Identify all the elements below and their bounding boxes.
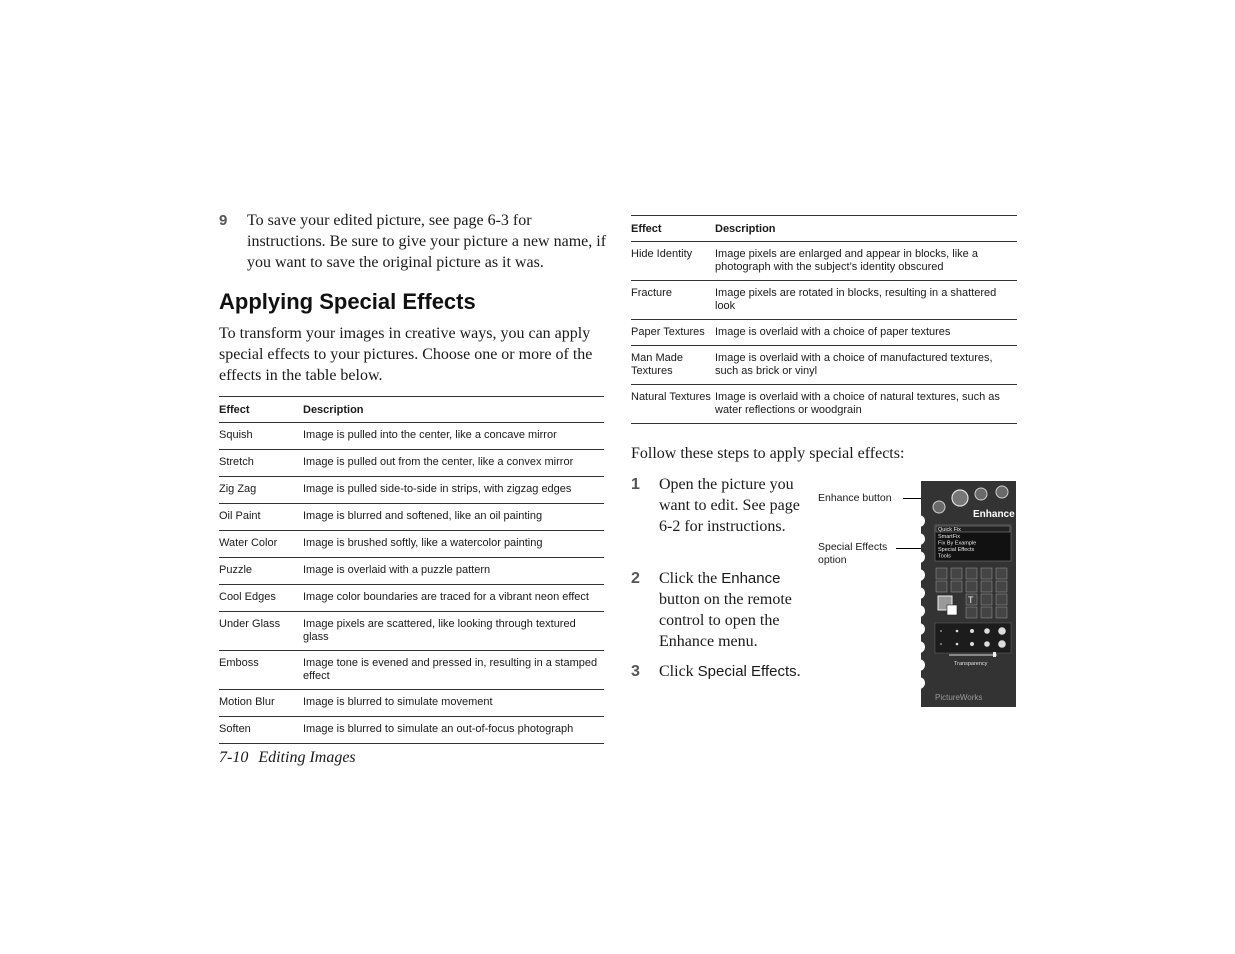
effect-description-cell: Image is overlaid with a choice of paper textures: [715, 326, 951, 338]
table-header-row: [219, 397, 604, 423]
effect-name-cell: Puzzle: [219, 564, 253, 576]
effect-description-cell: Image is pulled into the center, like a concave mirror: [303, 429, 557, 441]
effect-name-cell: Cool Edges: [219, 591, 276, 603]
ui-term-special-effects: Special Effects: [697, 663, 797, 680]
settings-gear-icon[interactable]: [996, 486, 1008, 498]
table-row: [219, 477, 604, 504]
step-text-post: button on the remote control to open the Enhance menu.: [659, 591, 792, 650]
description-column-header: Description: [303, 403, 364, 416]
page-number: 7-10: [219, 749, 249, 766]
effect-description-cell: Image is pulled side-to-side in strips, with zigzag edges: [303, 483, 572, 495]
effect-description-cell: Image is overlaid with a choice of natural textures, such as water reflections or woodgrain: [715, 391, 1000, 416]
table-row: [631, 320, 1017, 346]
table-row: [219, 612, 604, 651]
ui-term-enhance: Enhance: [721, 570, 781, 587]
transparency-label: Transparency: [954, 661, 988, 667]
effect-name-cell: Man Made Textures: [631, 352, 683, 377]
effects-table-2: [631, 215, 1017, 424]
table-row: [219, 423, 604, 450]
table-header-row: [631, 216, 1017, 242]
effect-description-cell: Image is blurred and softened, like an oil painting: [303, 510, 543, 522]
menu-item-smartfix[interactable]: SmartFix: [938, 534, 960, 540]
table-row: [631, 281, 1017, 320]
step-1: [631, 474, 806, 537]
step-number: 1: [631, 476, 640, 493]
effect-description-cell: Image is blurred to simulate movement: [303, 696, 493, 708]
step-text-post: .: [796, 663, 801, 680]
effect-name-cell: Natural Textures: [631, 391, 711, 403]
remote-title: Enhance: [973, 509, 1015, 520]
effect-description-cell: Image color boundaries are traced for a vibrant neon effect: [303, 591, 589, 603]
effect-name-cell: Emboss: [219, 657, 259, 669]
effect-name-cell: Zig Zag: [219, 483, 257, 495]
step-number: 2: [631, 570, 640, 587]
chapter-title: Editing Images: [258, 749, 356, 766]
effect-name-cell: Oil Paint: [219, 510, 261, 522]
effect-name-cell: Squish: [219, 429, 253, 441]
step-text: Open the picture you want to edit. See page 6-2 for instructions.: [659, 476, 800, 535]
transparency-slider-handle[interactable]: [993, 652, 996, 657]
effects-table-1: [219, 396, 604, 744]
table-row: [631, 385, 1017, 424]
transparency-slider[interactable]: [949, 654, 997, 656]
step-number: 9: [219, 212, 228, 229]
effect-description-cell: Image is overlaid with a choice of manufactured textures, such as brick or vinyl: [715, 352, 993, 377]
page-footer: [219, 749, 356, 767]
effect-name-cell: Motion Blur: [219, 696, 275, 708]
effect-name-cell: Hide Identity: [631, 248, 693, 260]
step-number: 3: [631, 663, 640, 680]
step-text: [659, 568, 806, 652]
step-text: [659, 661, 806, 682]
table-row: [219, 504, 604, 531]
effect-description-cell: Image is overlaid with a puzzle pattern: [303, 564, 491, 576]
menu-item-special-effects[interactable]: Special Effects: [938, 547, 975, 553]
magnifier-tool-icon[interactable]: [933, 501, 945, 513]
text-tool-icon[interactable]: T: [968, 595, 974, 605]
effect-name-cell: Stretch: [219, 456, 254, 468]
table-row: [219, 717, 604, 744]
menu-item-fix-by-example[interactable]: Fix By Example: [938, 540, 977, 547]
effect-description-cell: Image is brushed softly, like a watercolor painting: [303, 537, 543, 549]
remote-control-graphic: [921, 481, 1016, 707]
callout-enhance-button: Enhance button: [818, 492, 892, 504]
step-text: To save your edited picture, see page 6-3 for instructions. Be sure to give your picture a new name, if you want to save the original picture as it was.: [247, 212, 607, 271]
effect-description-cell: Image is pulled out from the center, like a convex mirror: [303, 456, 574, 468]
table-row: [631, 346, 1017, 385]
step-2: [631, 568, 806, 652]
step-9: [219, 210, 609, 273]
effects-button-icon[interactable]: [975, 488, 987, 500]
effect-name-cell: Paper Textures: [631, 326, 705, 338]
description-column-header: Description: [715, 222, 776, 235]
table-row: [219, 690, 604, 717]
effect-name-cell: Water Color: [219, 537, 278, 549]
step-text-pre: Click: [659, 663, 698, 680]
table-row: [219, 531, 604, 558]
remote-control-panel: [921, 481, 1016, 707]
enhance-button[interactable]: [952, 490, 968, 506]
effect-description-cell: Image pixels are rotated in blocks, resulting in a shattered look: [715, 287, 997, 312]
menu-item-tools[interactable]: Tools: [938, 553, 951, 560]
effect-column-header: Effect: [631, 222, 662, 235]
step-3: [631, 661, 806, 682]
effect-description-cell: Image is blurred to simulate an out-of-focus photograph: [303, 723, 574, 735]
table-row: [631, 242, 1017, 281]
callout-special-effects-option: Special Effects option: [818, 541, 888, 566]
brand-logo: PictureWorks: [935, 693, 983, 702]
steps-intro: Follow these steps to apply special effects:: [631, 445, 905, 462]
section-heading: Applying Special Effects: [219, 289, 476, 314]
menu-item-quick-fix[interactable]: Quick Fix: [938, 527, 961, 533]
effect-description-cell: Image tone is evened and pressed in, resulting in a stamped effect: [303, 657, 598, 682]
effect-description-cell: Image pixels are scattered, like looking through textured glass: [303, 618, 576, 643]
table-row: [219, 585, 604, 612]
effect-description-cell: Image pixels are enlarged and appear in blocks, like a photograph with the subject’s identity obscured: [715, 248, 978, 273]
table-row: [219, 651, 604, 690]
effect-name-cell: Soften: [219, 723, 251, 735]
effect-name-cell: Under Glass: [219, 618, 281, 630]
effect-name-cell: Fracture: [631, 287, 672, 299]
table-row: [219, 558, 604, 585]
step-text-pre: Click the: [659, 570, 722, 587]
effect-column-header: Effect: [219, 403, 250, 416]
table-row: [219, 450, 604, 477]
intro-paragraph: To transform your images in creative ways, you can apply special effects to your pictures. Choose one or more of the effects in the table below.: [219, 325, 593, 384]
